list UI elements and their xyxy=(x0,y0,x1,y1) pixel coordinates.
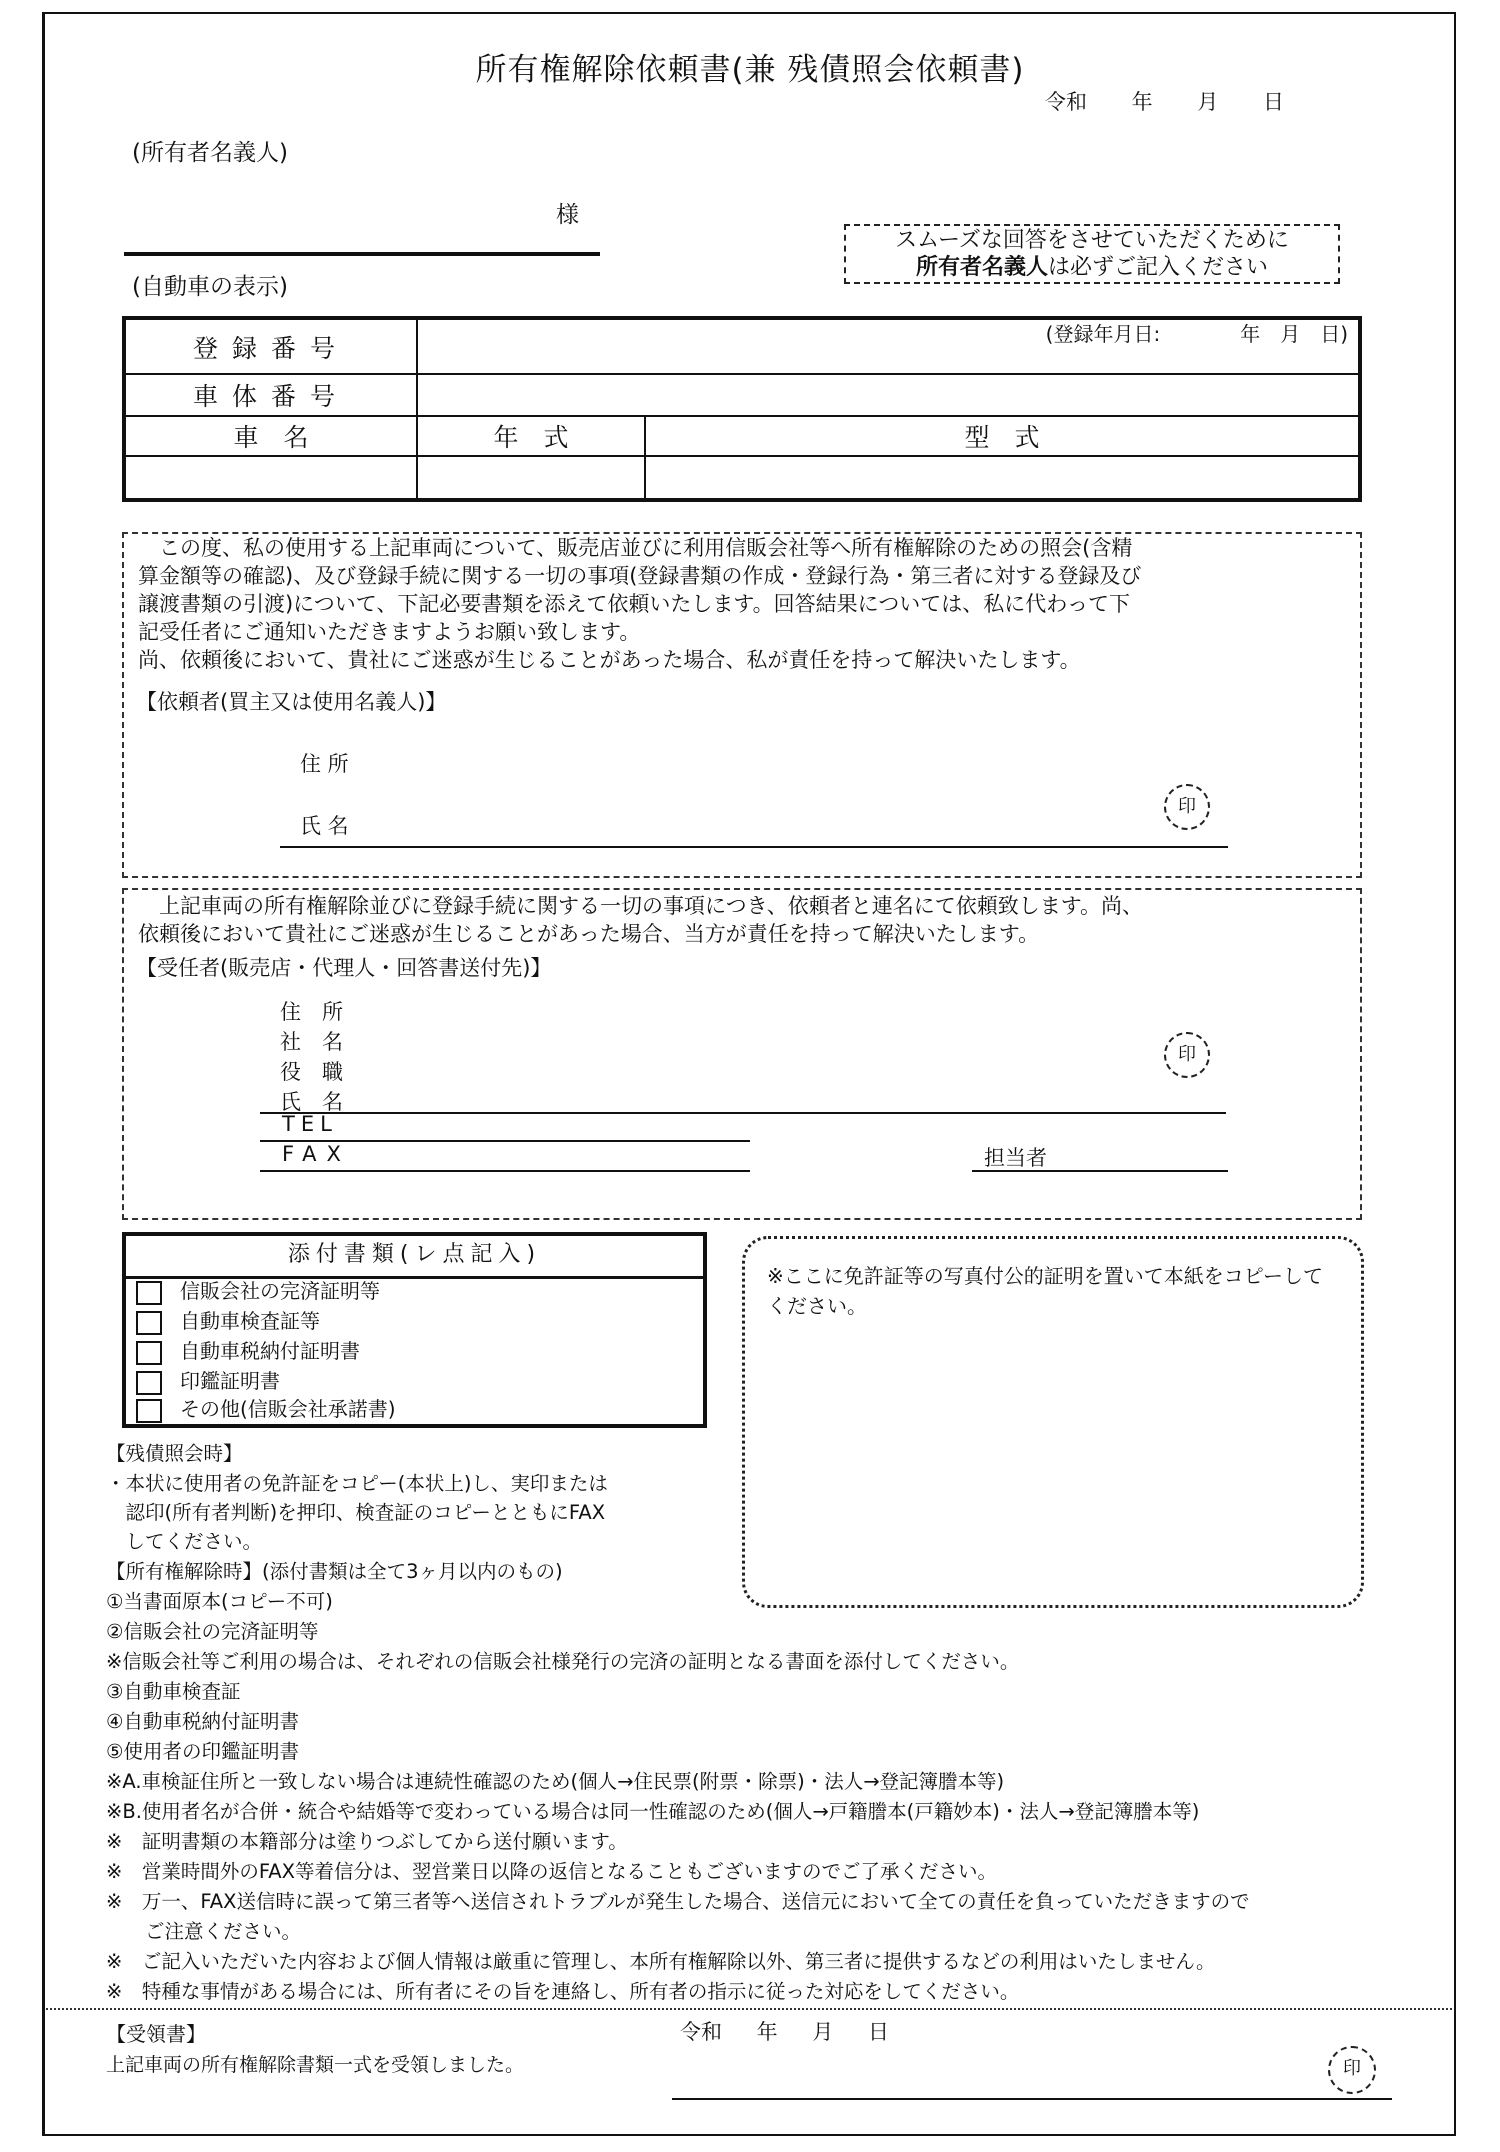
agent-heading: 【受任者(販売店・代理人・回答書送付先)】 xyxy=(136,956,552,980)
chassis-number-field[interactable] xyxy=(417,374,1360,416)
issue-date[interactable]: 令和 年 月 日 xyxy=(1045,90,1285,114)
car-name-field[interactable] xyxy=(124,456,417,500)
balance-note-2: 認印(所有者判断)を押印、検査証のコピーとともにFAX xyxy=(106,1501,606,1524)
owner-label: (所有者名義人) xyxy=(132,140,288,166)
photo-id-area xyxy=(742,1236,1364,1608)
registration-number-label: 登録番号 xyxy=(124,318,417,374)
note-3: ※ 証明書類の本籍部分は塗りつぶしてから送付願います。 xyxy=(106,1830,628,1853)
agent-seal: 印 xyxy=(1164,1032,1210,1078)
release-item-5: ⑤使用者の印鑑証明書 xyxy=(106,1740,299,1763)
requester-signature-line[interactable] xyxy=(280,846,1228,848)
receipt-signature-line[interactable] xyxy=(672,2098,1392,2100)
owner-name-line[interactable] xyxy=(124,252,600,256)
attachment-item[interactable]: その他(信販会社承諾書) xyxy=(136,1396,396,1426)
attachments-heading: 添付書類(レ点記入) xyxy=(126,1236,703,1279)
agent-address-label: 住 所 xyxy=(280,1000,343,1024)
registration-number-field[interactable] xyxy=(417,318,1360,374)
vehicle-table xyxy=(122,316,1362,502)
requester-box xyxy=(122,532,1362,878)
note-5a: ※ 万一、FAX送信時に誤って第三者等へ送信されトラブルが発生した場合、送信元において全ての責任を負っていただきますので xyxy=(106,1890,1250,1913)
note-4: ※ 営業時間外のFAX等着信分は、翌営業日以降の返信となることもございますのでご了承ください。 xyxy=(106,1860,997,1883)
agent-box xyxy=(122,888,1362,1220)
person-in-charge-line[interactable] xyxy=(972,1170,1228,1172)
chassis-number-label: 車体番号 xyxy=(124,374,417,416)
release-heading: 【所有権解除時】(添付書類は全て3ヶ月以内のもの) xyxy=(106,1560,563,1583)
attachment-item[interactable]: 自動車税納付証明書 xyxy=(136,1338,360,1368)
note-6: ※ ご記入いただいた内容および個人情報は厳重に管理し、本所有権解除以外、第三者に提供するなどの利用はいたしません。 xyxy=(106,1950,1216,1973)
owner-honorific: 様 xyxy=(556,202,579,228)
balance-heading: 【残債照会時】 xyxy=(106,1442,243,1465)
model-type-field[interactable] xyxy=(645,456,1360,500)
receipt-heading: 【受領書】 xyxy=(106,2022,206,2046)
car-name-label: 車 名 xyxy=(124,416,417,456)
requester-address-label: 住 所 xyxy=(300,752,349,776)
notice-line1: スムーズな回答をさせていただくために xyxy=(895,228,1289,253)
agent-position-label: 役 職 xyxy=(280,1060,343,1084)
release-item-2: ②信販会社の完済証明等 xyxy=(106,1620,319,1643)
vehicle-label: (自動車の表示) xyxy=(132,274,288,300)
checkbox[interactable] xyxy=(136,1281,162,1305)
fax-line[interactable] xyxy=(260,1170,750,1172)
attachment-item[interactable]: 信販会社の完済証明等 xyxy=(136,1278,380,1308)
agent-name-label: 氏 名 xyxy=(280,1090,343,1114)
agent-signature-line[interactable] xyxy=(260,1112,1226,1114)
photo-id-note: ※ここに免許証等の写真付公的証明を置いて本紙をコピーしてください。 xyxy=(767,1264,1323,1318)
tel-label: TEL xyxy=(282,1112,338,1136)
requester-name-label: 氏 名 xyxy=(300,814,349,838)
note-5b: ご注意ください。 xyxy=(106,1920,302,1943)
model-year-label: 年 式 xyxy=(417,416,645,456)
registration-date: (登録年月日: 年 月 日) xyxy=(1045,322,1348,346)
note-a: ※A.車検証住所と一致しない場合は連続性確認のため(個人→住民票(附票・除票)・法人→登記簿謄本等) xyxy=(106,1770,1005,1793)
release-item-4: ④自動車税納付証明書 xyxy=(106,1710,299,1733)
checkbox[interactable] xyxy=(136,1371,162,1395)
model-type-label: 型 式 xyxy=(645,416,1360,456)
cut-line xyxy=(46,2008,1452,2010)
fax-label: FAX xyxy=(282,1142,351,1166)
balance-note-3: してください。 xyxy=(106,1530,263,1553)
requester-seal: 印 xyxy=(1164,784,1210,830)
notice-rest: は必ずご記入ください xyxy=(1048,255,1269,280)
attachment-item[interactable]: 印鑑証明書 xyxy=(136,1368,280,1398)
requester-heading: 【依頼者(買主又は使用名義人)】 xyxy=(136,690,447,714)
request-text: この度、私の使用する上記車両について、販売店並びに利用信販会社等へ所有権解除のための照会(含精 算金額等の確認)、及び登録手続に関する一切の事項(登録書類の作成・登録行為・第三者に対する登録及び 譲渡書類の引渡)について、下記必要書類を添えて依頼いたします。回答結果については、私に代わって下 記受任者にご通知いただきますようお願い致します。 尚、依頼後において、貴社にご迷惑が生じることがあった場合、私が責任を持って解決いたします。 xyxy=(138,536,1142,672)
checkbox[interactable] xyxy=(136,1399,162,1423)
agent-text: 上記車両の所有権解除並びに登録手続に関する一切の事項につき、依頼者と連名にて依頼致します。尚、 依頼後において貴社にご迷惑が生じることがあった場合、当方が責任を持って解決いたします。 xyxy=(138,894,1144,946)
person-in-charge-label: 担当者 xyxy=(984,1146,1047,1170)
balance-note-1: ・本状に使用者の免許証をコピー(本状上)し、実印または xyxy=(106,1472,608,1495)
release-item-1: ①当書面原本(コピー不可) xyxy=(106,1590,333,1613)
checkbox[interactable] xyxy=(136,1341,162,1365)
release-item-2-note: ※信販会社等ご利用の場合は、それぞれの信販会社様発行の完済の証明となる書面を添付してください。 xyxy=(106,1650,1020,1673)
release-item-3: ③自動車検査証 xyxy=(106,1680,241,1703)
checkbox[interactable] xyxy=(136,1311,162,1335)
attachment-item[interactable]: 自動車検査証等 xyxy=(136,1308,320,1338)
agent-company-label: 社 名 xyxy=(280,1030,343,1054)
receipt-date[interactable]: 令和 年 月 日 xyxy=(680,2020,890,2044)
notice-box xyxy=(844,224,1340,284)
notice-bold: 所有者名義人 xyxy=(915,255,1048,280)
attachments-box xyxy=(122,1232,707,1428)
note-b: ※B.使用者名が合併・統合や結婚等で変わっている場合は同一性確認のため(個人→戸籍謄本(戸籍妙本)・法人→登記簿謄本等) xyxy=(106,1800,1200,1823)
note-7: ※ 特種な事情がある場合には、所有者にその旨を連絡し、所有者の指示に従った対応をしてください。 xyxy=(106,1980,1020,2003)
receipt-text: 上記車両の所有権解除書類一式を受領しました。 xyxy=(106,2054,525,2076)
document-title: 所有権解除依頼書(兼 残債照会依頼書) xyxy=(475,52,1025,88)
model-year-field[interactable] xyxy=(417,456,645,500)
receipt-seal: 印 xyxy=(1328,2046,1376,2094)
